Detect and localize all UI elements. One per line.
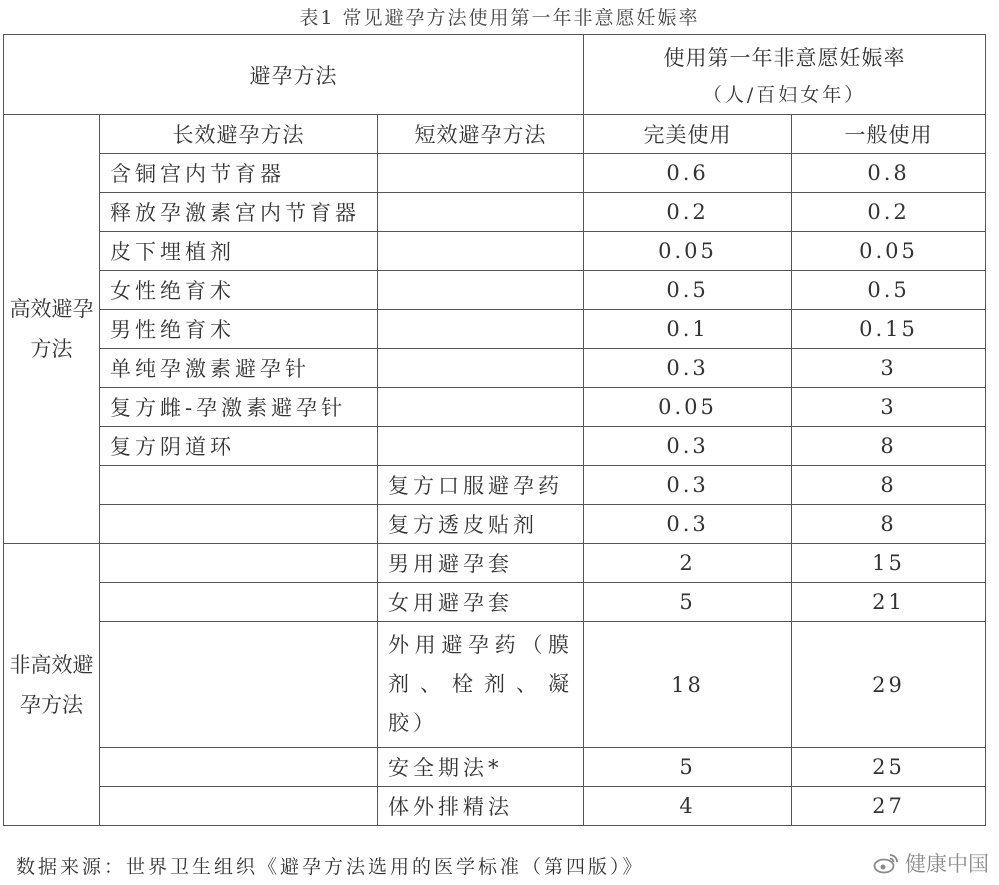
typical-rate: 8 [792,466,986,505]
short-method [378,232,584,271]
header-typical-use: 一般使用 [792,115,986,154]
weibo-icon [873,852,899,874]
perfect-rate: 0.05 [584,388,792,427]
long-method [100,466,378,505]
typical-rate: 27 [792,787,986,826]
short-method [378,388,584,427]
typical-rate: 25 [792,748,986,787]
short-method: 复方透皮贴剂 [378,505,584,544]
table-caption: 表1 常见避孕方法使用第一年非意愿妊娠率 [299,7,700,29]
header-method: 避孕方法 [4,35,584,115]
table-row [4,271,986,310]
perfect-rate: 0.6 [584,154,792,193]
long-method [100,544,378,583]
header-row-1 [4,35,986,115]
typical-rate: 0.2 [792,193,986,232]
long-method: 复方阴道环 [100,427,378,466]
perfect-rate: 0.1 [584,310,792,349]
table-row [4,466,986,505]
perfect-rate: 5 [584,583,792,622]
typical-rate: 21 [792,583,986,622]
long-method: 复方雌-孕激素避孕针 [100,388,378,427]
short-method [378,427,584,466]
short-method: 外用避孕药（膜剂、栓剂、凝胶） [378,622,584,748]
group-high: 高效避孕方法 [4,115,100,544]
perfect-rate: 0.5 [584,271,792,310]
perfect-rate: 2 [584,544,792,583]
typical-rate: 0.15 [792,310,986,349]
long-method: 男性绝育术 [100,310,378,349]
short-method [378,349,584,388]
typical-rate: 0.5 [792,271,986,310]
header-rate-unit: （人/百妇女年） [702,84,867,106]
typical-rate: 0.8 [792,154,986,193]
table-row [4,154,986,193]
contraception-table [3,34,986,826]
typical-rate: 8 [792,505,986,544]
watermark-text: 健康中国 [905,852,989,876]
perfect-rate: 5 [584,748,792,787]
typical-rate: 29 [792,622,986,748]
perfect-rate: 4 [584,787,792,826]
table-row [4,310,986,349]
header-rate [584,35,986,115]
short-method [378,271,584,310]
table-row [4,505,986,544]
group-low: 非高效避孕方法 [4,544,100,826]
table-row [4,787,986,826]
perfect-rate: 0.3 [584,427,792,466]
perfect-rate: 0.2 [584,193,792,232]
header-short-acting: 短效避孕方法 [378,115,584,154]
table-row [4,583,986,622]
perfect-rate: 0.3 [584,466,792,505]
table-row [4,193,986,232]
typical-rate: 15 [792,544,986,583]
header-perfect-use: 完美使用 [584,115,792,154]
perfect-rate: 0.05 [584,232,792,271]
long-method: 单纯孕激素避孕针 [100,349,378,388]
short-method [378,310,584,349]
short-method: 女用避孕套 [378,583,584,622]
short-method [378,193,584,232]
long-method: 含铜宫内节育器 [100,154,378,193]
table-row [4,349,986,388]
typical-rate: 3 [792,349,986,388]
table-row [4,232,986,271]
short-method: 男用避孕套 [378,544,584,583]
perfect-rate: 18 [584,622,792,748]
short-method: 体外排精法 [378,787,584,826]
long-method: 女性绝育术 [100,271,378,310]
table-row [4,388,986,427]
long-method: 释放孕激素宫内节育器 [100,193,378,232]
short-method [378,154,584,193]
watermark [873,848,989,878]
long-method: 皮下埋植剂 [100,232,378,271]
long-method [100,505,378,544]
long-method [100,787,378,826]
long-method [100,622,378,748]
table-row [4,748,986,787]
typical-rate: 8 [792,427,986,466]
data-source-note: 数据来源：世界卫生组织《避孕方法选用的医学标准（第四版）》 [16,856,645,878]
long-method [100,583,378,622]
short-method: 安全期法* [378,748,584,787]
table-row [4,622,986,748]
header-rate-title: 使用第一年非意愿妊娠率 [663,46,906,70]
header-long-acting: 长效避孕方法 [100,115,378,154]
table-row [4,544,986,583]
typical-rate: 3 [792,388,986,427]
short-method: 复方口服避孕药 [378,466,584,505]
table-row [4,427,986,466]
header-row-2 [4,115,986,154]
perfect-rate: 0.3 [584,349,792,388]
perfect-rate: 0.3 [584,505,792,544]
typical-rate: 0.05 [792,232,986,271]
long-method [100,748,378,787]
